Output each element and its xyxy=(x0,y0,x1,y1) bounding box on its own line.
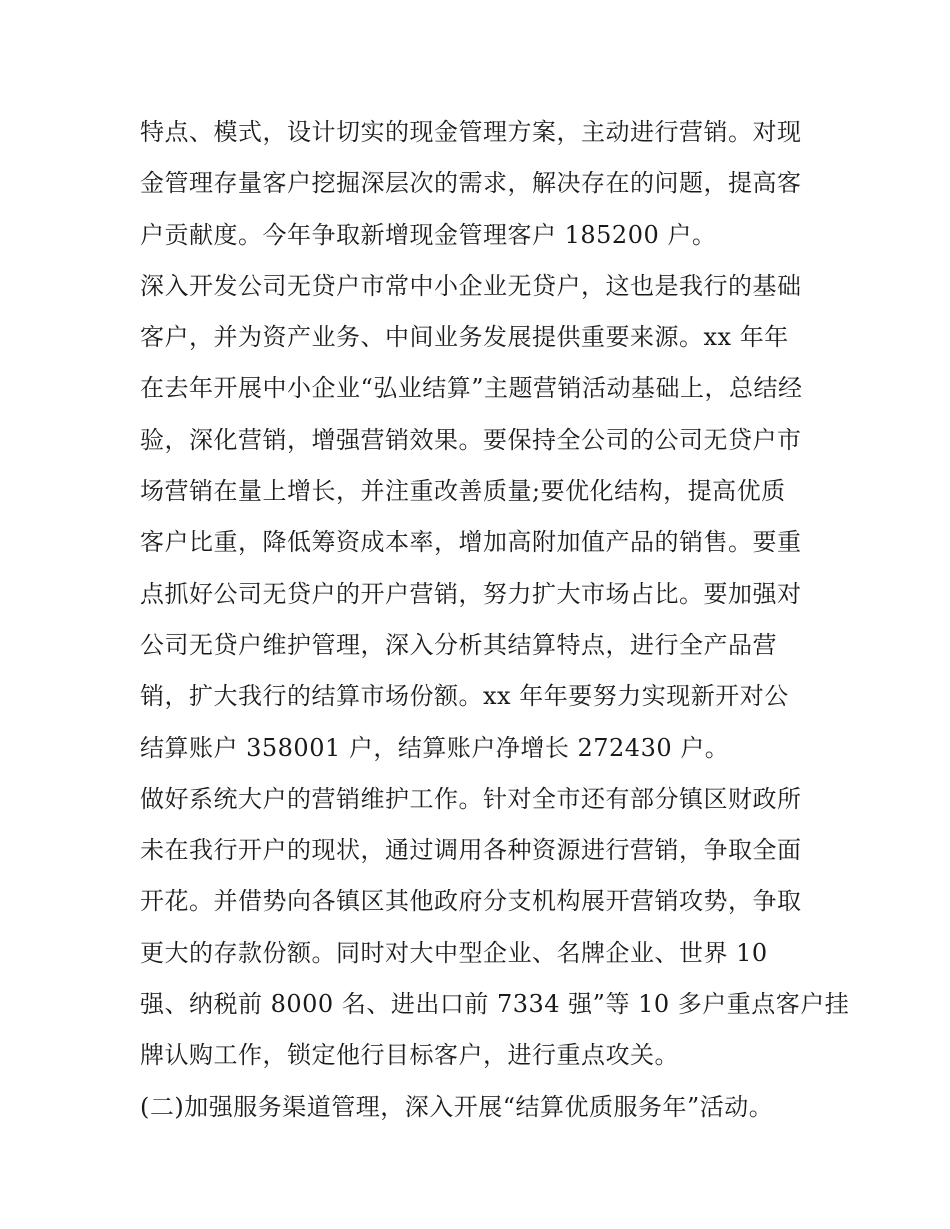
text-line: 未在我行开户的现状，通过调用各种资源进行营销，争取全面 xyxy=(140,836,802,865)
text-line: 客户，并为资产业务、中间业务发展提供重要来源。xx 年年 xyxy=(140,323,789,352)
text-line: 销，扩大我行的结算市场份额。xx 年年要努力实现新开对公 xyxy=(140,682,789,711)
text-line: 点抓好公司无贷户的开户营销，努力扩大市场占比。要加强对 xyxy=(140,579,802,608)
text-line: 开花。并借势向各镇区其他政府分支机构展开营销攻势，争取 xyxy=(140,887,802,916)
text-line: 做好系统大户的营销维护工作。针对全市还有部分镇区财政所 xyxy=(140,784,802,813)
text-line: 特点、模式，设计切实的现金管理方案，主动进行营销。对现 xyxy=(140,118,802,146)
text-line: 深入开发公司无贷户市常中小企业无贷户，这也是我行的基础 xyxy=(140,271,802,300)
text-line: 户贡献度。今年争取新增现金管理客户 185200 户。 xyxy=(140,220,717,249)
text-line: 在去年开展中小企业“弘业结算”主题营销活动基础上，总结经 xyxy=(140,374,803,403)
text-line: 公司无贷户维护管理，深入分析其结算特点，进行全产品营 xyxy=(140,630,777,659)
text-line: 客户比重，降低筹资成本率，增加高附加值产品的销售。要重 xyxy=(140,528,802,557)
text-line: 场营销在量上增长，并注重改善质量;要优化结构，提高优质 xyxy=(140,477,786,506)
text-line: 结算账户 358001 户，结算账户净增长 272430 户。 xyxy=(140,733,730,762)
text-line: 金管理存量客户挖掘深层次的需求，解决存在的问题，提高客 xyxy=(140,169,802,198)
text-line: 验，深化营销，增强营销效果。要保持全公司的公司无贷户市 xyxy=(140,425,802,454)
text-line: 牌认购工作，锁定他行目标客户，进行重点攻关。 xyxy=(140,1041,679,1070)
document-body xyxy=(140,107,850,1133)
text-line: 更大的存款份额。同时对大中型企业、名牌企业、世界 10 xyxy=(140,938,768,967)
text-line: 强、纳税前 8000 名、进出口前 7334 强”等 10 多户重点客户挂 xyxy=(140,990,850,1019)
section-heading: (二)加强服务渠道管理，深入开展“结算优质服务年”活动。 xyxy=(140,1092,774,1121)
